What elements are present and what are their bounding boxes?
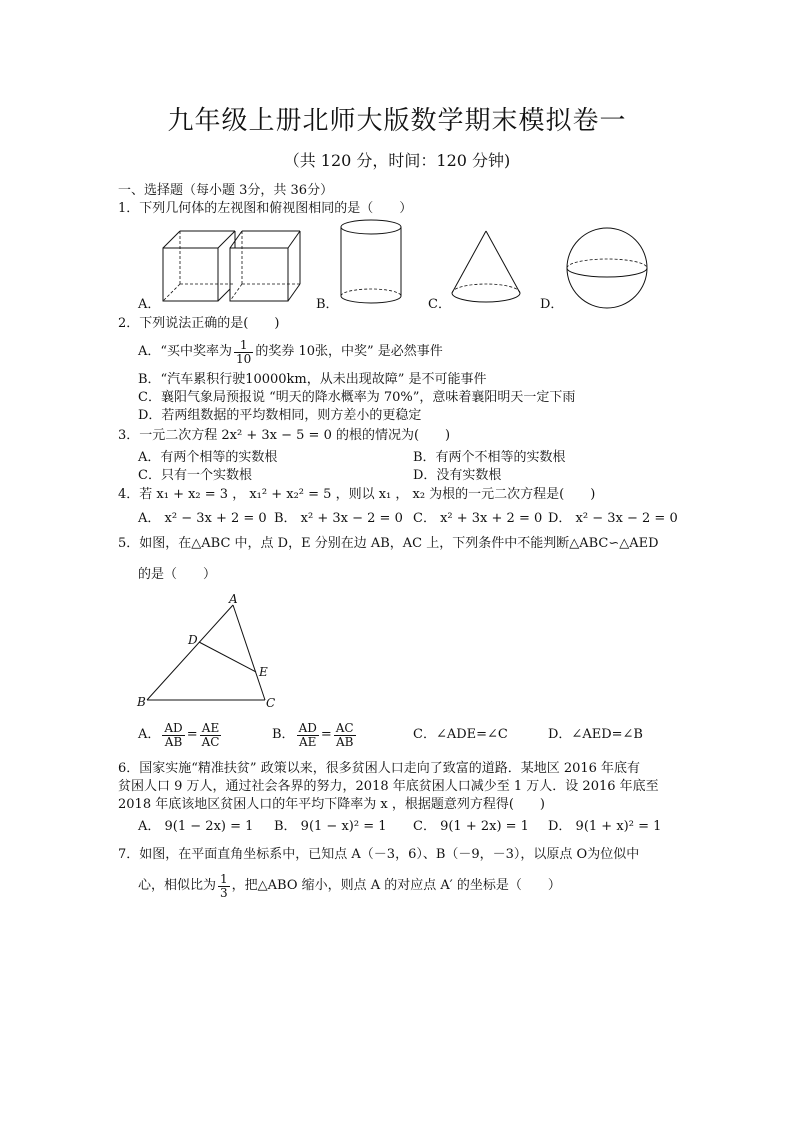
q6-option-c: C． 9(1 + 2x) = 1 — [413, 819, 529, 834]
q5-a-fraction-2 — [200, 722, 222, 749]
q5-stem-line1: 5．如图，在△ABC 中，点 D，E 分别在边 AB，AC 上，下列条件中不能判断△ABC∽△AED — [118, 536, 659, 551]
q5-option-d: D．∠AED=∠B — [548, 727, 643, 742]
q2-a-numerator: 1 — [234, 339, 253, 353]
q3-option-a: A．有两个相等的实数根 — [138, 450, 278, 465]
q7-line1: 7．如图，在平面直角坐标系中，已知点 A（－3，6）、B（－9，－3），以原点 O为位似中 — [118, 847, 640, 862]
page-subtitle: （共 120 分，时间：120 分钟) — [283, 151, 511, 170]
cylinder-figure — [338, 218, 408, 308]
q6-option-d: D． 9(1 + x)² = 1 — [548, 819, 662, 834]
vertex-label-c: C — [266, 696, 276, 710]
q3-option-b: B．有两个不相等的实数根 — [413, 450, 566, 465]
section-heading: 一、选择题（每小题 3分，共 36分） — [118, 183, 334, 198]
q5-b-fraction-2 — [334, 722, 356, 749]
q7-numerator: 1 — [220, 871, 228, 886]
q2-option-a — [138, 337, 443, 367]
q5-b-num-1: AD — [298, 720, 317, 735]
page-title: 九年级上册北师大版数学期末模拟卷一 — [167, 106, 627, 136]
q5-b-num-2: AC — [335, 720, 354, 735]
q5-option-b — [272, 718, 358, 752]
sphere-figure — [563, 226, 653, 311]
triangle-figure — [135, 590, 285, 715]
q3-option-d: D．没有实数根 — [413, 468, 502, 483]
q2-a-denominator: 10 — [236, 351, 252, 366]
q2-a-fraction — [234, 339, 253, 366]
q4-option-c: C． x² + 3x + 2 = 0 — [413, 511, 543, 526]
q5-option-c: C．∠ADE=∠C — [413, 727, 508, 742]
q6-option-a: A． 9(1 − 2x) = 1 — [138, 819, 254, 834]
q5-stem-line2: 的是（ ） — [138, 567, 217, 582]
q5-b-fraction-1 — [297, 722, 319, 749]
q5-a-fraction-1 — [162, 722, 184, 749]
vertex-label-a: A — [229, 592, 238, 606]
q4-option-b: B． x² + 3x − 2 = 0 — [274, 511, 403, 526]
q5-a-label: A． — [138, 727, 161, 742]
q5-a-den-2: AC — [201, 734, 220, 749]
q7-suffix: ，把△ABO 缩小，则点 A 的对应点 A′ 的坐标是（ ） — [231, 878, 561, 893]
q1-option-d: D． — [540, 297, 564, 312]
q6-line1: 6．国家实施“精准扶贫” 政策以来，很多贫困人口走向了致富的道路．某地区 2016 年底有 — [118, 761, 641, 776]
cone-figure — [448, 228, 528, 308]
q1-option-c: C． — [428, 297, 451, 312]
q6-line2: 贫困人口 9 万人，通过社会各界的努力，2018 年底贫困人口减少至 1 万人．设 2016 年底至 — [118, 779, 659, 794]
q3-option-c: C．只有一个实数根 — [138, 468, 252, 483]
q5-b-den-2: AB — [335, 734, 354, 749]
q7-denominator: 3 — [220, 885, 228, 900]
q7-prefix: 心，相似比为 — [138, 878, 217, 893]
q6-line3: 2018 年底该地区贫困人口的年平均下降率为 x ，根据题意列方程得( ) — [118, 797, 545, 812]
q5-a-den-1: AB — [164, 734, 183, 749]
q1-option-b: B． — [316, 297, 339, 312]
q7-fraction — [218, 873, 230, 900]
q2-option-c: C．襄阳气象局预报说 “明天的降水概率为 70%”，意味着襄阳明天一定下雨 — [138, 390, 576, 405]
q3-stem: 3．一元二次方程 2x² + 3x − 5 = 0 的根的情况为( ) — [118, 428, 451, 443]
q5-b-equals: = — [320, 727, 332, 742]
q7-line2 — [138, 870, 561, 902]
vertex-label-d: D — [188, 633, 198, 647]
q1-option-a: A． — [138, 297, 161, 312]
q1-stem: 1．下列几何体的左视图和俯视图相同的是（ ） — [118, 201, 413, 216]
q4-stem: 4．若 x₁ + x₂ = 3 ， x₁² + x₂² = 5 ，则以 x₁ ， x₂ 为根的一元二次方程是( ) — [118, 487, 596, 502]
vertex-label-b: B — [137, 695, 146, 709]
q2-a-suffix: 的奖券 10张，中奖” 是必然事件 — [255, 344, 443, 359]
q5-b-den-1: AE — [298, 734, 317, 749]
q5-b-label: B． — [272, 727, 295, 742]
vertex-label-e: E — [259, 665, 268, 679]
q2-stem: 2．下列说法正确的是( ) — [118, 316, 280, 331]
q2-a-prefix: A．“买中奖率为 — [138, 344, 233, 359]
q2-option-b: B．“汽车累积行驶10000km，从未出现故障” 是不可能事件 — [138, 372, 487, 387]
q4-option-a: A． x² − 3x + 2 = 0 — [138, 511, 267, 526]
q2-option-d: D．若两组数据的平均数相同，则方差小的更稳定 — [138, 408, 422, 423]
q5-a-equals: = — [186, 727, 198, 742]
q6-option-b: B． 9(1 − x)² = 1 — [274, 819, 387, 834]
q4-option-d: D． x² − 3x − 2 = 0 — [548, 511, 678, 526]
q5-a-num-1: AD — [164, 720, 183, 735]
cube-pair-figure — [160, 225, 305, 305]
q5-a-num-2: AE — [200, 722, 222, 736]
q5-option-a — [138, 718, 223, 752]
